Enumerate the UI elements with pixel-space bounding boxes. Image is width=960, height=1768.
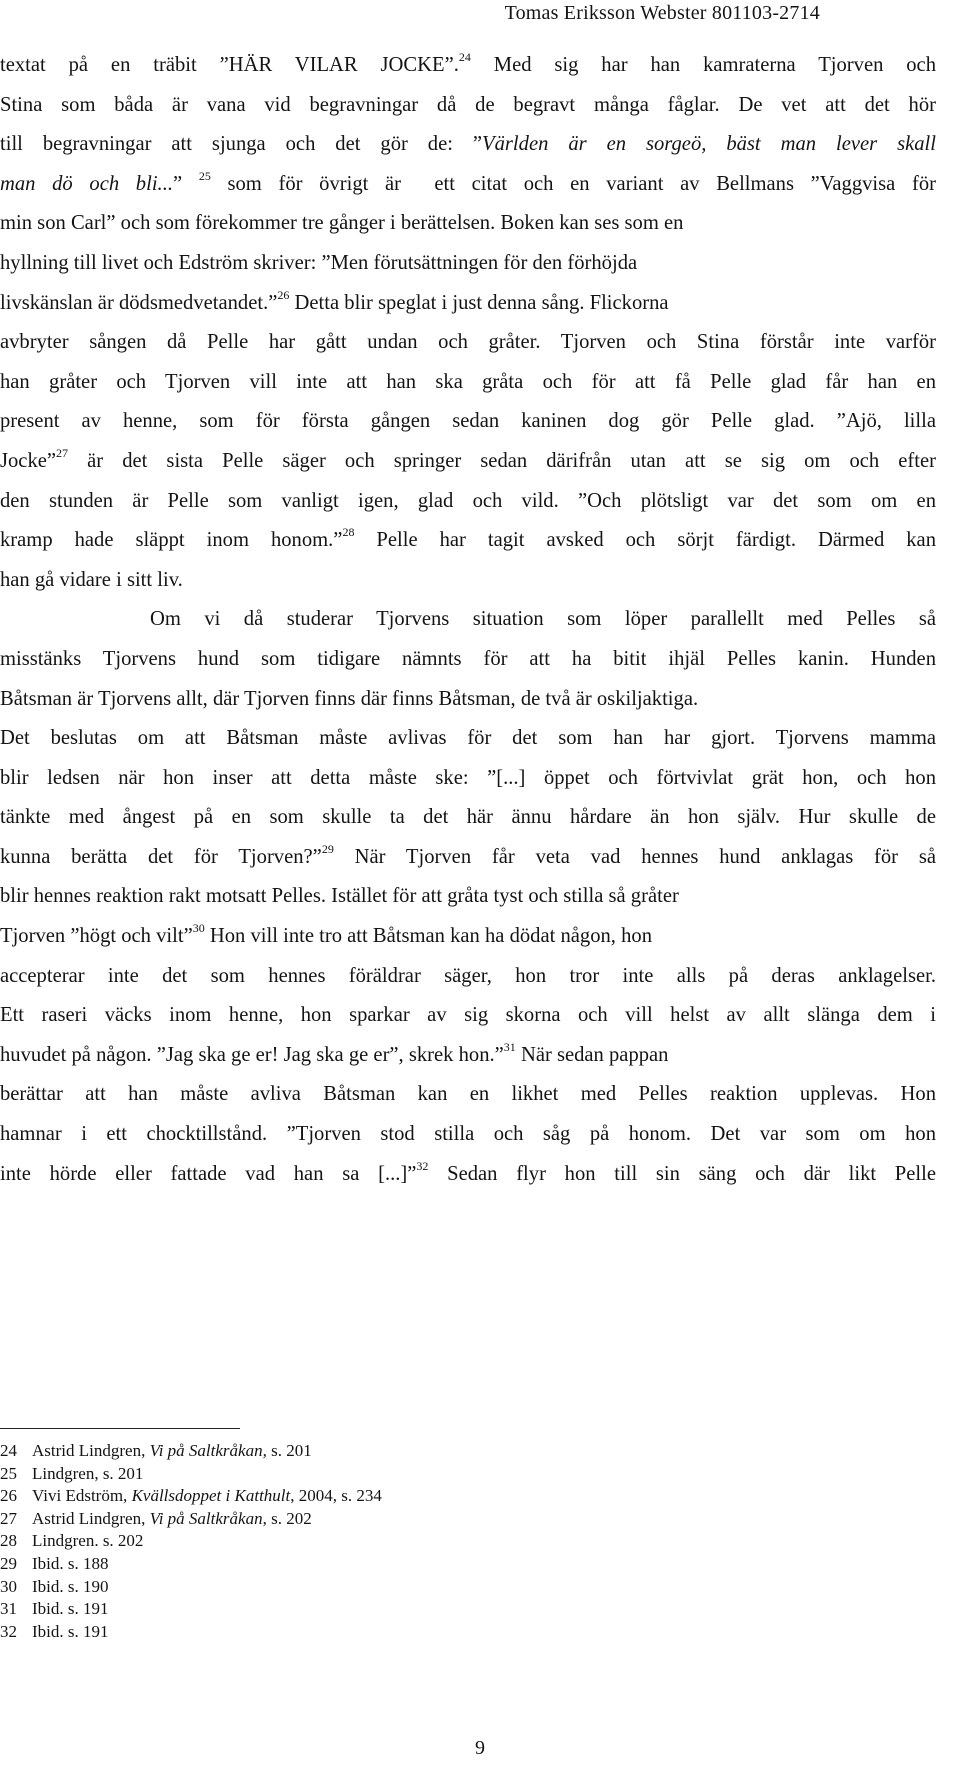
text-line: [0, 798, 936, 838]
text-line: [0, 917, 936, 957]
footnote-number: 32: [0, 1621, 17, 1641]
footnote-number: 26: [0, 1486, 17, 1506]
text-run: , s. 202: [262, 1508, 312, 1528]
text-run: Boken kan ses som en: [500, 212, 684, 235]
text-run: När sedan pappan: [515, 1043, 669, 1066]
text-line: [0, 640, 936, 680]
text-run: present av henne, som för första gången sedan kaninen dog gör Pelle glad. ”Ajö, lilla: [0, 410, 936, 433]
text-line: [0, 1155, 936, 1195]
text-run: den stunden är Pelle som vanligt igen, glad och vild. ”Och plötsligt var det som om en: [0, 489, 936, 512]
text-run: misstänks Tjorvens hund som tidigare nämnts för att ha bitit ihjäl Pelles kanin. Hunden: [0, 647, 936, 670]
text-run: Astrid Lindgren,: [32, 1441, 150, 1460]
text-run: Om vi då studerar Tjorvens situation som löper parallellt med Pelles så: [150, 608, 936, 631]
text-run: hamnar i ett chocktillstånd. ”Tjorven stod stilla och såg på honom. Det var som om hon: [0, 1123, 936, 1146]
text-line: [0, 680, 936, 720]
page-number: 9: [475, 1737, 485, 1759]
footnote-reference: 28: [342, 525, 355, 540]
text-line: [0, 125, 936, 165]
text-line: [0, 1036, 936, 1076]
text-run: kramp hade släppt inom honom.”: [0, 529, 343, 552]
text-run: , 2004, s. 234: [290, 1486, 382, 1506]
footnote: [0, 1440, 382, 1463]
text-run: min son Carl” och som förekommer tre gånger i berättelsen.: [0, 212, 501, 235]
text-run: Ibid. s. 188: [32, 1553, 109, 1573]
text-line: [0, 244, 936, 284]
footnote: [0, 1508, 382, 1531]
footnote-separator: [0, 1428, 240, 1429]
footnote-number: 31: [0, 1599, 17, 1619]
footnotes: [0, 1440, 382, 1643]
text-line: [0, 204, 936, 244]
page-header: Tomas Eriksson Webster 801103-2714: [504, 2, 820, 24]
footnote: [0, 1621, 382, 1644]
footnote: [0, 1576, 382, 1599]
text-run: Lindgren, s. 201: [32, 1463, 144, 1483]
footnote-reference: 29: [321, 841, 334, 856]
text-line: [0, 600, 936, 640]
footnote-reference: 32: [416, 1158, 429, 1173]
text-run: Vivi Edström,: [32, 1486, 132, 1506]
text-run: Stina som båda är vana vid begravningar då de begravt många fåglar. De vet att det hör: [0, 93, 936, 116]
text-run: ”: [173, 172, 199, 195]
text-line: [0, 838, 936, 878]
text-run: Med sig har han kamraterna Tjorven och: [470, 54, 936, 76]
footnote-reference: 24: [458, 50, 471, 64]
footnote-reference: 30: [192, 921, 205, 936]
text-line: [0, 1075, 936, 1115]
text-run: Detta blir speglat i just denna sång. Flickorna: [289, 291, 669, 314]
text-run: textat på en träbit ”HÄR VILAR JOCKE”.: [0, 54, 459, 76]
text-run: inte hörde eller fattade vad han sa [...]”: [0, 1162, 417, 1185]
text-line: [0, 323, 936, 363]
italic-text: man dö och bli...: [0, 172, 173, 195]
footnote-number: 27: [0, 1508, 17, 1528]
text-run: blir hennes reaktion rakt motsatt Pelles. Istället för att gråta tyst och stilla så gråter: [0, 885, 679, 908]
text-line: [0, 877, 936, 917]
text-run: han gråter och Tjorven vill inte att han ska gråta och för att få Pelle glad får han en: [0, 370, 936, 393]
footnote-number: 29: [0, 1553, 17, 1573]
text-run: är det sista Pelle säger och springer sedan därifrån utan att se sig om och efter: [68, 449, 936, 472]
text-run: Pelle har tagit avsked och sörjt färdigt. Därmed kan: [354, 529, 936, 552]
italic-text: Världen är en sorgeö, bäst man lever skall: [482, 133, 936, 156]
footnote: [0, 1463, 382, 1486]
text-line: [0, 86, 936, 126]
text-run: Astrid Lindgren,: [32, 1508, 150, 1528]
footnote-number: 25: [0, 1463, 17, 1483]
footnote-number: 28: [0, 1531, 17, 1551]
text-run: som för övrigt är ett citat och en variant av Bellmans ”Vaggvisa för: [210, 172, 936, 195]
footnote: [0, 1530, 382, 1553]
text-run: Ibid. s. 190: [32, 1576, 109, 1596]
text-run: Lindgren. s. 202: [32, 1531, 144, 1551]
italic-text: Kvällsdoppet i Katthult: [131, 1486, 291, 1506]
text-run: Ett raseri väcks inom henne, hon sparkar av sig skorna och vill helst av allt slänga dem i: [0, 1004, 936, 1027]
text-run: Jocke”: [0, 449, 57, 472]
footnote: [0, 1598, 382, 1621]
text-run: Sedan flyr hon till sin säng och där likt Pelle: [428, 1162, 936, 1185]
text-run: s. 201: [266, 1441, 312, 1460]
text-run: Ibid. s. 191: [32, 1599, 109, 1619]
text-line: [0, 402, 936, 442]
text-run: När Tjorven får veta vad hennes hund anklagas för så: [333, 845, 936, 868]
text-run: tänkte med ångest på en som skulle ta det här ännu hårdare än hon själv. Hur skulle de: [0, 806, 936, 829]
body-text: [0, 46, 936, 1194]
italic-text: Vi på Saltkråkan: [149, 1508, 263, 1528]
text-run: avbryter sången då Pelle har gått undan och gråter. Tjorven och Stina förstår inte varför: [0, 331, 936, 354]
text-line: [0, 719, 936, 759]
text-line: [0, 1115, 936, 1155]
text-run: kunna berätta det för Tjorven?”: [0, 845, 322, 868]
text-run: Ibid. s. 191: [32, 1621, 109, 1641]
text-run: han gå vidare i sitt liv.: [0, 568, 183, 591]
text-line: [0, 482, 936, 522]
text-line: [0, 46, 936, 86]
footnote-reference: 25: [198, 168, 211, 183]
text-run: accepterar inte det som hennes föräldrar säger, hon tror inte alls på deras anklagelser.: [0, 964, 936, 987]
text-line: [0, 284, 936, 324]
text-line: [0, 363, 936, 403]
footnote-reference: 26: [277, 287, 290, 302]
text-run: hyllning till livet och Edström skriver: ”Men förutsättningen för den förhöjda: [0, 251, 638, 274]
text-run: huvudet på någon. ”Jag ska ge er! Jag ska ge er”, skrek hon.”: [0, 1043, 504, 1066]
footnote-reference: 27: [56, 445, 69, 460]
text-line: [0, 561, 936, 601]
footnote-reference: 31: [503, 1039, 516, 1054]
footnote: [0, 1553, 382, 1576]
text-run: Tjorven ”högt och vilt”: [0, 925, 193, 948]
text-line: [0, 759, 936, 799]
text-run: Båtsman är Tjorvens allt, där Tjorven finns där finns Båtsman, de två är oskiljaktiga.: [0, 687, 699, 710]
footnote-number: 30: [0, 1576, 17, 1596]
text-run: till begravningar att sjunga och det gör de: ”: [0, 133, 483, 156]
text-line: [0, 521, 936, 561]
text-line: [0, 442, 936, 482]
italic-text: Vi på Saltkråkan,: [149, 1441, 267, 1460]
text-run: Det beslutas om att Båtsman måste avlivas för det som han har gjort. Tjorvens mamma: [0, 727, 936, 750]
footnote-number: 24: [0, 1441, 17, 1460]
text-line: [0, 996, 936, 1036]
footnote: [0, 1485, 382, 1508]
text-run: berättar att han måste avliva Båtsman kan en likhet med Pelles reaktion upplevas. Hon: [0, 1083, 936, 1106]
text-line: [0, 165, 936, 205]
text-run: livskänslan är dödsmedvetandet.”: [0, 291, 278, 314]
text-run: blir ledsen när hon inser att detta måste ske: ”[...] öppet och förtvivlat grät hon, och hon: [0, 766, 936, 789]
text-line: [0, 957, 936, 997]
text-run: Hon vill inte tro att Båtsman kan ha dödat någon, hon: [204, 925, 652, 948]
